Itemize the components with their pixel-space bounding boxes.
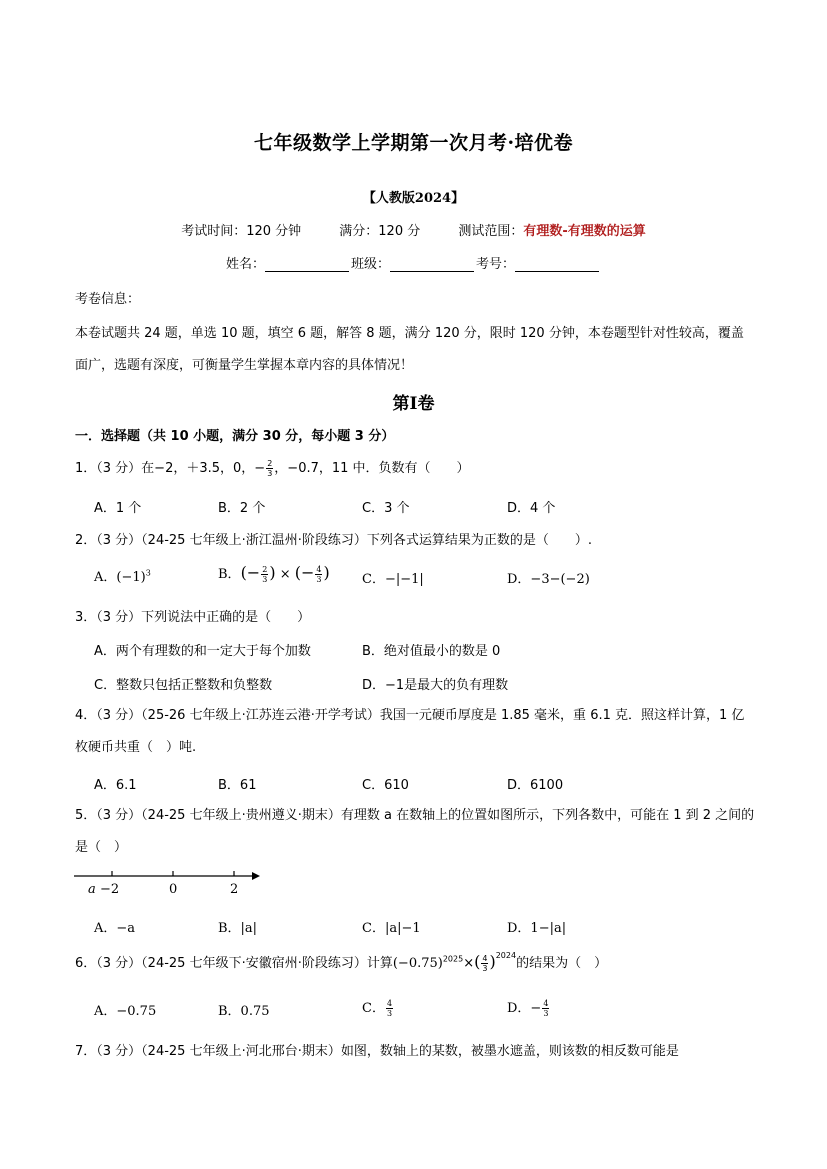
label-minus-2: −2 <box>100 882 120 897</box>
question-1-option-c[interactable]: C．3 个 <box>362 501 410 516</box>
question-1-option-d[interactable]: D．4 个 <box>507 501 556 516</box>
section-title: 第Ⅰ卷 <box>392 394 435 414</box>
question-1-stem: 1．（3 分）在−2，＋3.5，0，− $\frac{2}{3}$ ，−0.7，11 中．负数有（ ） <box>75 459 470 478</box>
number-line-figure <box>72 866 262 898</box>
id-blank[interactable] <box>515 257 599 272</box>
exam-meta <box>0 220 827 239</box>
question-2-option-d[interactable]: D．−3−(−2) <box>507 572 590 587</box>
question-6-option-c[interactable]: C． $\frac{4}{3}$ <box>362 999 393 1018</box>
question-4-option-d[interactable]: D．6100 <box>507 778 564 793</box>
label-2: 2 <box>230 882 239 897</box>
question-1-option-a[interactable]: A．1 个 <box>94 501 142 516</box>
part-title: 一．选择题（共 10 小题，满分 30 分，每小题 3 分） <box>75 429 395 444</box>
id-label: 考号： <box>476 257 516 272</box>
question-5-stem: 5．（3 分）（24-25 七年级上·贵州遵义·期末）有理数 a 在数轴上的位置如图所示，下列各数中，可能在 1 到 2 之间的是（ ） <box>75 808 755 855</box>
student-info <box>0 253 827 272</box>
question-6-option-d[interactable]: D．− $\frac{4}{3}$ <box>507 999 549 1018</box>
info-heading: 考卷信息： <box>75 292 141 307</box>
question-3-option-a[interactable]: A．两个有理数的和一定大于每个加数 <box>94 644 311 659</box>
fraction: $\frac{2}{3}$ <box>267 459 273 478</box>
question-7-stem: 7．（3 分）（24-25 七年级上·河北邢台·期末）如图，数轴上的某数，被墨水遮盖，则该数的相反数可能是 <box>75 1044 679 1059</box>
exam-scope-label: 测试范围： <box>458 224 524 239</box>
exam-scope: 有理数-有理数的运算 <box>523 224 646 239</box>
question-5-option-b[interactable]: B．|a| <box>218 921 258 936</box>
question-3-option-c[interactable]: C．整数只包括正整数和负整数 <box>94 678 273 693</box>
label-a: a <box>88 882 96 897</box>
question-2-option-c[interactable]: C．−|−1| <box>362 572 424 587</box>
exam-time: 考试时间：120 分钟 <box>181 224 302 239</box>
exam-score: 满分：120 分 <box>339 224 421 239</box>
question-4-option-a[interactable]: A．6.1 <box>94 778 137 793</box>
question-5-option-c[interactable]: C．|a|−1 <box>362 921 421 936</box>
question-4-stem: 4．（3 分）（25-26 七年级上·江苏连云港·开学考试）我国一元硬币厚度是 1.85 毫米，重 6.1 克．照这样计算，1 亿枚硬币共重（ ）吨. <box>75 708 745 755</box>
question-6-option-b[interactable]: B．0.75 <box>218 1004 270 1019</box>
class-label: 班级： <box>350 257 390 272</box>
question-2-option-b[interactable]: B．(− $\frac{2}{3}$ ) × (− $\frac{4}{3}$ ) <box>218 563 330 584</box>
question-2-stem: 2．（3 分）（24-25 七年级上·浙江温州·阶段练习）下列各式运算结果为正数的是（ ）. <box>75 533 592 548</box>
label-0: 0 <box>169 882 178 897</box>
question-3-option-b[interactable]: B．绝对值最小的数是 0 <box>362 644 501 659</box>
question-6-stem: 6．（3 分）（24-25 七年级下·安徽宿州·阶段练习）计算$(-0.75)^{2025}\times$( $\frac{4}{3}$ )$^{2024}$的结果为（ ） <box>75 950 608 973</box>
name-label: 姓名： <box>225 257 265 272</box>
arrow-right-icon <box>252 872 260 880</box>
class-blank[interactable] <box>390 257 474 272</box>
question-5-option-d[interactable]: D．1−|a| <box>507 921 567 936</box>
page-title: 七年级数学上学期第一次月考·培优卷 <box>253 132 574 154</box>
edition-label: 【人教版2024】 <box>362 191 465 206</box>
question-2-option-a[interactable]: A．$(-1)^3$ <box>94 568 151 585</box>
question-5-option-a[interactable]: A．−a <box>94 921 136 936</box>
question-6-option-a[interactable]: A．−0.75 <box>94 1004 157 1019</box>
question-4-option-b[interactable]: B．61 <box>218 778 257 793</box>
question-3-option-d[interactable]: D．−1是最大的负有理数 <box>362 678 509 693</box>
info-text: 本卷试题共 24 题，单选 10 题，填空 6 题，解答 8 题，满分 120 分，限时 120 分钟，本卷题型针对性较高，覆盖面广，选题有深度，可衡量学生掌握本章内容的具体情况！ <box>75 326 744 373</box>
question-3-stem: 3．（3 分）下列说法中正确的是（ ） <box>75 610 311 625</box>
name-blank[interactable] <box>265 257 349 272</box>
question-4-option-c[interactable]: C．610 <box>362 778 409 793</box>
question-1-option-b[interactable]: B．2 个 <box>218 501 266 516</box>
